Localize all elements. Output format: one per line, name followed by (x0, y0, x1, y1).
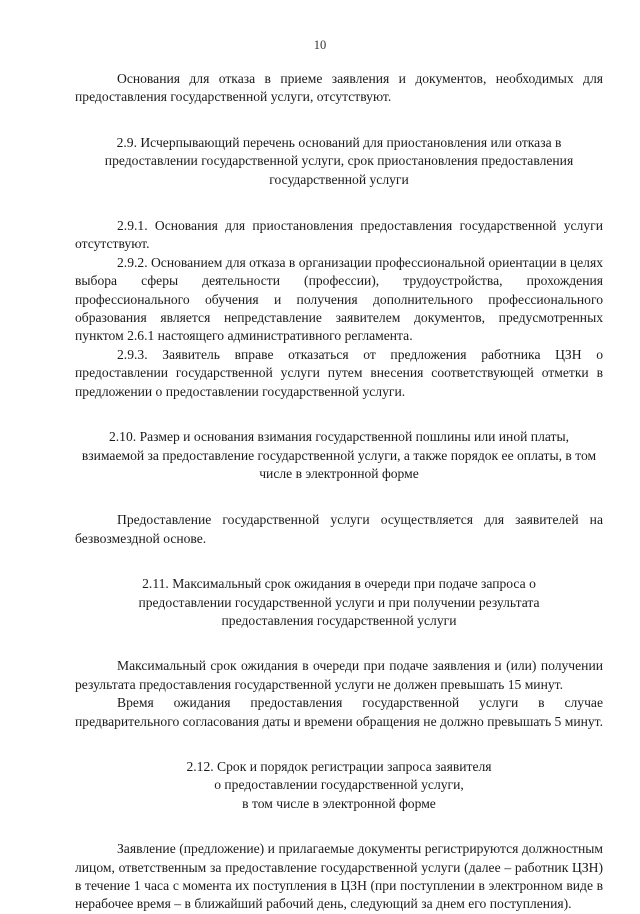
heading-line: 2.12. Срок и порядок регистрации запроса заявителя (186, 758, 492, 774)
section-heading-2-12 (75, 758, 603, 813)
paragraph-2-9-1: 2.9.1. Основания для приостановления предоставления государственной услуги отсутствуют. (75, 218, 603, 252)
paragraph-wait-time: Время ожидания предоставления государственной услуги в случае предварительного согласования даты и времени обращения не должно превышать 5 минут. (75, 695, 603, 729)
page-number: 10 (313, 38, 327, 52)
paragraph-max-wait: Максимальный срок ожидания в очереди при подаче заявления и (или) получении результата предоставления государственной услуги не должен превышать 15 минут. (75, 658, 603, 692)
paragraph-refusal-grounds: Основания для отказа в приеме заявления и документов, необходимых для предоставления государственной услуги, отсутствуют. (75, 71, 603, 105)
paragraph-registration: Заявление (предложение) и прилагаемые документы регистрируются должностным лицом, ответственным за предоставление государственной услуги (далее – работник ЦЗН) в течение 1 часа с момента их поступления в ЦЗН (при поступлении в электронном виде в нерабочее время – в ближайший рабочий день, следующий за днем его поступления). (75, 841, 603, 912)
section-heading-2-9: 2.9. Исчерпывающий перечень оснований для приостановления или отказа в предоставлении государственной услуги, срок приостановления предоставления государственной услуги (104, 134, 574, 187)
paragraph-2-9-3: 2.9.3. Заявитель вправе отказаться от предложения работника ЦЗН о предоставлении государственной услуги путем внесения соответствующей отметки в предложении о предоставлении государственной услуги. (75, 346, 603, 399)
paragraph-2-9-2: 2.9.2. Основанием для отказа в организации профессиональной ориентации в целях выбора сферы деятельности (профессии), трудоустройства, прохождения профессионального обучения и получения дополнительного профессионального образования является непредставление заявителем документов, предусмотренных пунктом 2.6.1 настоящего административного регламента. (75, 254, 603, 344)
section-heading-2-10: 2.10. Размер и основания взимания государственной пошлины или иной платы, взимаемой за предоставление государственной услуги, а также порядок ее оплаты, в том числе в электронной форме (81, 429, 597, 481)
paragraph-free-of-charge: Предоставление государственной услуги осуществляется для заявителей на безвозмездной основе. (75, 512, 603, 546)
heading-line: о предоставлении государственной услуги, (214, 777, 464, 793)
section-heading-2-11: 2.11. Максимальный срок ожидания в очереди при подаче запроса о предоставлении государственной услуги и при получении результата предоставления государственной услуги (138, 576, 540, 628)
document-body (75, 70, 603, 914)
heading-line: в том числе в электронной форме (242, 795, 436, 811)
